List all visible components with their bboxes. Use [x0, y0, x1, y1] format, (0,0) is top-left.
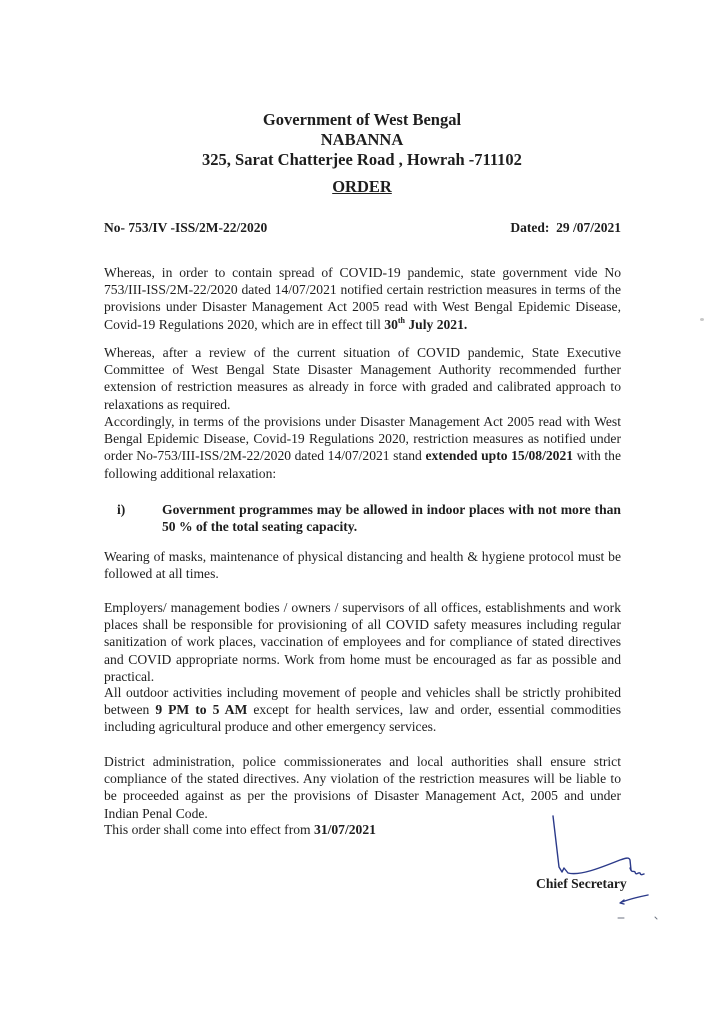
issuer-address: 325, Sarat Chatterjee Road , Howrah -711102: [202, 150, 522, 169]
effective-till-date: [384, 317, 467, 332]
paragraph-text: Whereas, in order to contain spread of COVID-19 pandemic, state government vide No 753/III-ISS/2M-22/2020 dated 14/07/2021 notified certain restriction measures in terms of the provisions under Disaster Management Act 2005 read with West Bengal Epidemic Disease, Covid-19 Regulations 2020, which are in effect till: [104, 265, 621, 332]
paragraph-night-restrictions: [104, 684, 621, 736]
paragraph-preamble-1: [104, 264, 621, 333]
curfew-hours: 9 PM to 5 AM: [155, 702, 248, 718]
paragraph-text: except for health services, law and order, essential commodities including agricultural produce and other emergency services.: [104, 702, 621, 735]
paragraph-enforcement: District administration, police commissionerates and local authorities shall ensure strict compliance of the stated directives. Any violation of the restriction measures will be liable to be proceeded against as per the provisions of Disaster Management Act, 2005 and under Indian Penal Code.: [104, 754, 621, 821]
paragraph-text: with the following additional relaxation:: [104, 448, 622, 481]
date-day: 30: [384, 316, 398, 332]
order-number: No- 753/IV -ISS/2M-22/2020: [104, 220, 268, 235]
paragraph-text: All outdoor activities including movement of people and vehicles shall be strictly prohibited between: [104, 685, 621, 718]
signatory-designation: Chief Secretary: [536, 876, 627, 891]
paragraph-extension: [104, 413, 621, 482]
date-ordinal: th: [397, 315, 405, 325]
item-number: i): [117, 502, 126, 517]
issuer-government: Government of West Bengal: [262, 110, 462, 129]
effective-date: 31/07/2021: [314, 822, 376, 837]
issuer-office: NABANNA: [320, 130, 404, 149]
paragraph-employers: Employers/ management bodies / owners / supervisors of all offices, establishments and work places shall be responsible for provisioning of all COVID safety measures including regular sanitization of work places, vaccination of employees and for compliance of stated directives and COVID appropriate norms. Work from home must be encouraged as far as possible and practical.: [104, 600, 621, 684]
document-title: ORDER: [332, 177, 392, 196]
paragraph-preamble-2: Whereas, after a review of the current situation of COVID pandemic, State Executive Committee of West Bengal State Disaster Management Authority recommended further extension of restriction measures as already in force with graded and calibrated approach to relaxations as required.: [104, 345, 621, 412]
paragraph-text: Accordingly, in terms of the provisions under Disaster Management Act 2005 read with West Bengal Epidemic Disease, Covid-19 Regulations 2020, restriction measures as notified under order No-753/III-ISS/2M-22/2020 dated 14/07/2021 stand: [104, 414, 621, 464]
extension-date: extended upto 15/08/2021: [425, 448, 574, 464]
order-date: Dated: 29 /07/2021: [510, 220, 621, 235]
handwritten-signature: [540, 810, 680, 920]
date-month-year: July 2021.: [404, 316, 468, 332]
item-text: Government programmes may be allowed in indoor places with not more than 50 % of the total seating capacity.: [162, 502, 621, 535]
paragraph-masks: Wearing of masks, maintenance of physical distancing and health & hygiene protocol must be followed at all times.: [104, 549, 621, 582]
paragraph-text: This order shall come into effect from: [104, 822, 315, 837]
scan-speck: [700, 318, 704, 321]
